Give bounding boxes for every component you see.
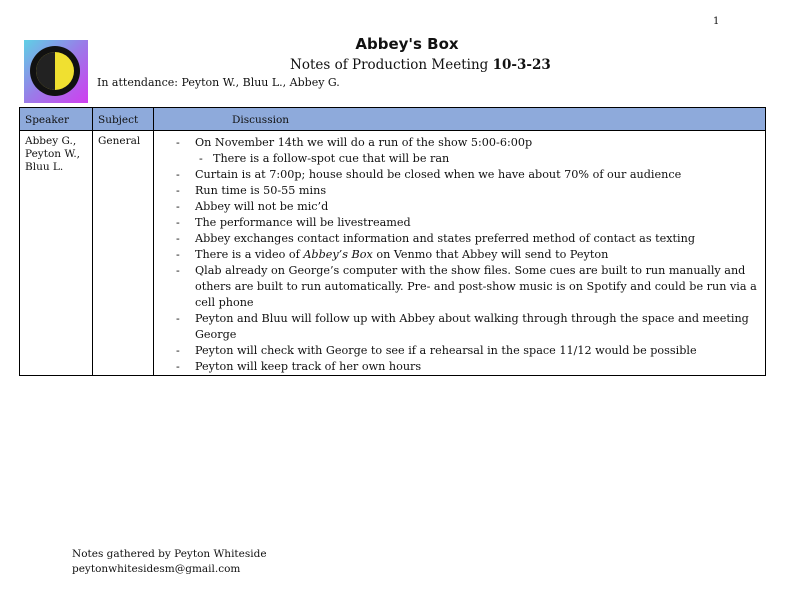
item-text: There is a follow-spot cue that will be ran: [213, 152, 450, 165]
dash: -: [176, 136, 180, 149]
speaker-cell: [20, 131, 93, 376]
list-item: [154, 231, 765, 247]
notes-table: [19, 107, 766, 376]
dash: -: [176, 168, 180, 181]
header-discussion: Discussion: [154, 108, 766, 131]
document-title: Abbey's Box: [355, 35, 459, 53]
item-text: Curtain is at 7:00p; house should be closed when we have about 70% of our audience: [195, 168, 682, 181]
dash: -: [176, 360, 180, 373]
page-number: 1: [713, 16, 720, 27]
dash: -: [176, 232, 180, 245]
footer-email: peytonwhitesidesm@gmail.com: [72, 563, 241, 575]
item-text: On November 14th we will do a run of the show 5:00-6:00p: [195, 136, 533, 149]
meeting-date: 10-3-23: [492, 57, 551, 73]
header-speaker: Speaker: [20, 108, 93, 131]
item-text: Peyton will check with George to see if a rehearsal in the space 11/12 would be possible: [195, 344, 697, 357]
discussion-cell: [154, 131, 766, 376]
item-text: Abbey will not be mic’d: [195, 200, 329, 213]
subject-cell: General: [93, 131, 154, 376]
item-text: Peyton will keep track of her own hours: [195, 360, 422, 373]
list-item: [154, 311, 765, 343]
item-text: Peyton and Bluu will follow up with Abbey about walking through through the space and meeting George: [195, 312, 749, 341]
list-item: [154, 359, 765, 375]
dash: -: [176, 184, 180, 197]
document-subtitle: [290, 57, 551, 73]
list-item: [154, 167, 765, 183]
item-text: There is a video of: [195, 248, 304, 261]
footer: [72, 547, 267, 577]
list-item: [154, 199, 765, 215]
list-item: [154, 151, 765, 167]
item-text: Qlab already on George’s computer with the show files. Some cues are built to run manually and others are built to run automatically. Pre- and post-show music is on Spotify and could be run via a cell phone: [195, 264, 757, 309]
table-header-row: [20, 108, 766, 131]
dash: -: [199, 152, 203, 165]
show-title-italic: Abbey’s Box: [303, 248, 373, 261]
footer-author: Notes gathered by Peyton Whiteside: [72, 548, 267, 560]
dash: -: [176, 216, 180, 229]
table-row: [20, 131, 766, 376]
subtitle-text: Notes of Production Meeting: [290, 57, 493, 73]
dash: -: [176, 264, 180, 277]
dash: -: [176, 344, 180, 357]
item-text: The performance will be livestreamed: [195, 216, 411, 229]
list-item: [154, 215, 765, 231]
dash: -: [176, 248, 180, 261]
speaker: Peyton W.,: [25, 148, 81, 160]
list-item: [154, 183, 765, 199]
list-item: [154, 247, 765, 263]
item-text: on Venmo that Abbey will send to Peyton: [372, 248, 609, 261]
dash: -: [176, 200, 180, 213]
header-subject: Subject: [93, 108, 154, 131]
speaker: Bluu L.: [25, 161, 64, 173]
item-text: Run time is 50-55 mins: [195, 184, 327, 197]
attendance: In attendance: Peyton W., Bluu L., Abbey G.: [97, 76, 340, 89]
list-item: [154, 263, 765, 311]
dash: -: [176, 312, 180, 325]
list-item: [154, 343, 765, 359]
list-item: [154, 135, 765, 151]
speaker: Abbey G.,: [25, 135, 77, 147]
item-text: Abbey exchanges contact information and states preferred method of contact as texting: [195, 232, 695, 245]
